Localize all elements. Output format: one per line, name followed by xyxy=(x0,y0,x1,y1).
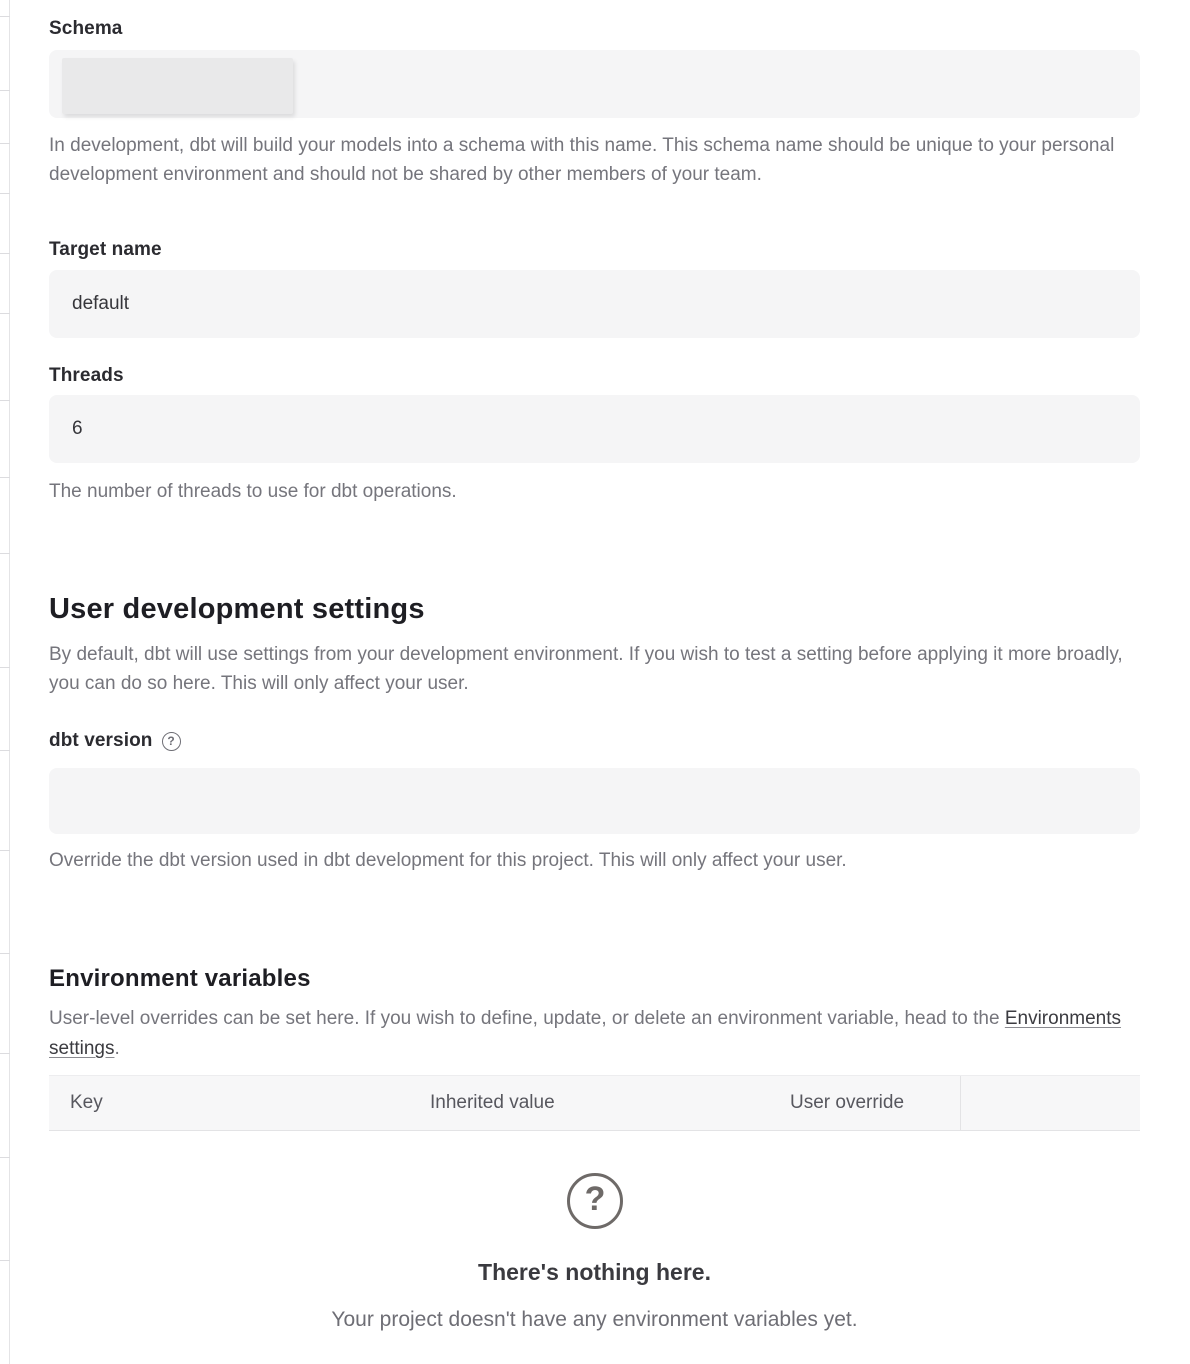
sidebar-item-separator xyxy=(0,750,10,751)
schema-label: Schema xyxy=(49,18,123,39)
env-description-suffix: . xyxy=(114,1038,120,1059)
user-development-settings-description: By default, dbt will use settings from your development environment. If you wish to test a setting before applying it more broadly, you can do so here. This will only affect your user. xyxy=(49,644,1123,694)
env-description-prefix: User-level overrides can be set here. If you wish to define, update, or delete an environment variable, head to the xyxy=(49,1008,1005,1029)
sidebar-item-separator xyxy=(0,1260,10,1261)
dbt-version-label: dbt version xyxy=(49,730,153,751)
sidebar-item-separator xyxy=(0,90,10,91)
dbt-version-label-row xyxy=(49,730,181,752)
sidebar-item-separator xyxy=(0,143,10,144)
help-question-icon[interactable]: ? xyxy=(162,732,181,751)
settings-content xyxy=(49,0,1140,1364)
threads-input[interactable] xyxy=(49,395,1140,463)
user-development-settings-title: User development settings xyxy=(49,593,425,625)
question-mark-icon: ? xyxy=(567,1173,623,1229)
empty-state-title: There's nothing here. xyxy=(478,1259,711,1285)
threads-label: Threads xyxy=(49,365,124,386)
sidebar-item-separator xyxy=(0,850,10,851)
environments-settings-link[interactable]: Environments settings xyxy=(49,1008,1122,1059)
sidebar-item-separator xyxy=(0,400,10,401)
threads-help-text: The number of threads to use for dbt operations. xyxy=(49,481,457,502)
column-header-user-override: User override xyxy=(790,1092,905,1113)
sidebar-item-separator xyxy=(0,1157,10,1158)
sidebar-item-separator xyxy=(0,253,10,254)
column-header-inherited-value: Inherited value xyxy=(430,1092,555,1113)
column-header-actions xyxy=(960,1076,1140,1130)
sidebar-item-separator xyxy=(0,953,10,954)
sidebar-item-separator xyxy=(0,313,10,314)
sidebar-item-separator xyxy=(0,1053,10,1054)
sidebar-item-separator xyxy=(0,477,10,478)
sidebar-item-separator xyxy=(0,553,10,554)
environment-variables-title: Environment variables xyxy=(49,965,311,992)
schema-help-text: In development, dbt will build your models into a schema with this name. This schema name should be unique to your personal development environment and should not be shared by other members of your team. xyxy=(49,135,1115,185)
sidebar-item-separator xyxy=(0,667,10,668)
schema-value-redaction xyxy=(62,58,293,114)
env-variables-table-header xyxy=(49,1075,1140,1131)
sidebar-item-separator xyxy=(0,193,10,194)
dbt-version-help-text: Override the dbt version used in dbt development for this project. This will only affect your user. xyxy=(49,850,847,871)
target-name-input[interactable] xyxy=(49,270,1140,338)
column-header-key: Key xyxy=(70,1092,103,1113)
environment-variables-description xyxy=(49,1004,1134,1064)
sidebar-item-separator xyxy=(0,16,10,17)
empty-state-subtitle: Your project doesn't have any environment variables yet. xyxy=(331,1308,858,1331)
sidebar-edge-strip xyxy=(0,0,10,1364)
dbt-version-input[interactable] xyxy=(49,768,1140,834)
target-name-label: Target name xyxy=(49,239,162,260)
